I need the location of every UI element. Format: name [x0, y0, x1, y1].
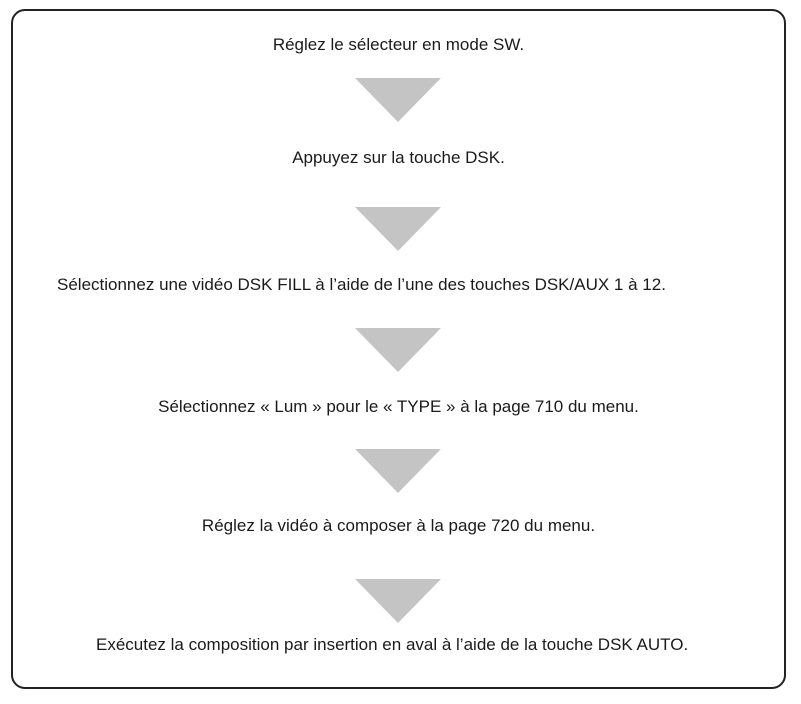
down-arrow-icon [355, 328, 441, 372]
step-1-text: Réglez le sélecteur en mode SW. [272, 35, 525, 54]
step-3-text: Sélectionnez une vidéo DSK FILL à l’aide de l’une des touches DSK/AUX 1 à 12. [57, 275, 666, 294]
down-arrow-icon [355, 207, 441, 251]
down-arrow-icon [355, 579, 441, 623]
step-4-text: Sélectionnez « Lum » pour le « TYPE » à la page 710 du menu. [158, 397, 639, 416]
step-2-text: Appuyez sur la touche DSK. [292, 148, 505, 167]
step-5-text: Réglez la vidéo à composer à la page 720 du menu. [201, 516, 596, 535]
down-arrow-icon [355, 449, 441, 493]
down-arrow-icon [355, 78, 441, 122]
step-6-text: Exécutez la composition par insertion en aval à l’aide de la touche DSK AUTO. [96, 635, 689, 654]
